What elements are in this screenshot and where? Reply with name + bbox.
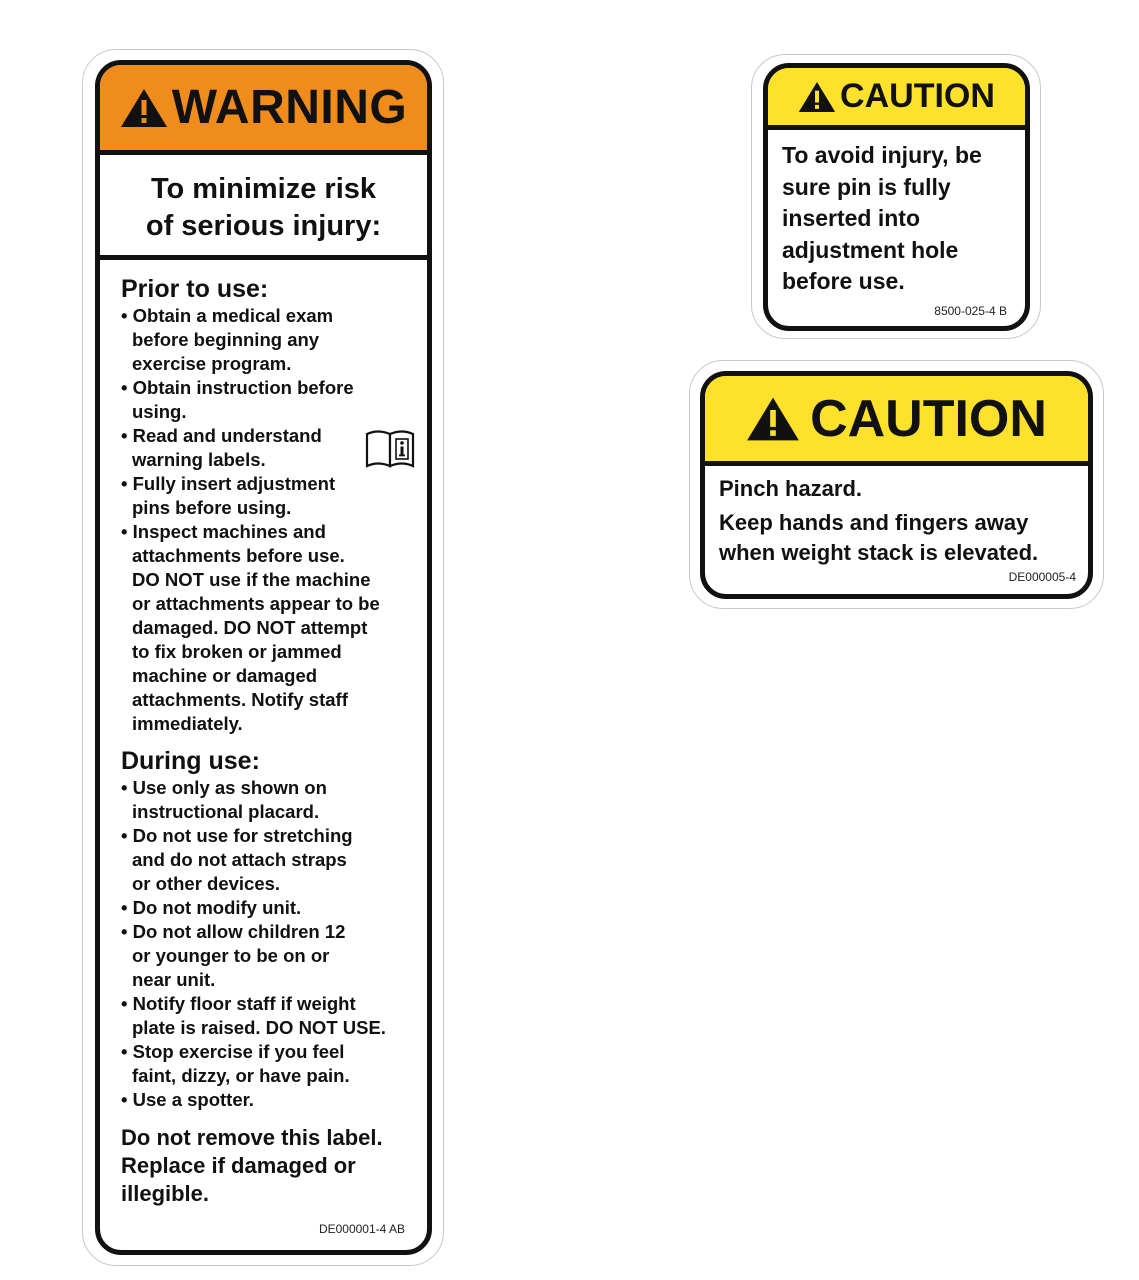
warning-footer-note: Do not remove this label. Replace if damaged or illegible.	[121, 1125, 383, 1206]
list-item: • Inspect machines and attachments before use. DO NOT use if the machine or attachments appear to be damaged. DO NOT attempt to fix broken or jammed machine or damaged attachments. Notify staff immediately.	[121, 520, 427, 736]
list-item: • Stop exercise if you feel faint, dizzy, or have pain.	[121, 1040, 427, 1088]
warning-triangle-icon	[746, 396, 800, 442]
warning-subtitle-text: To minimize risk of serious injury:	[145, 173, 382, 242]
caution-pinch-line1: Pinch hazard.	[719, 476, 863, 501]
list-item: • Read and understand warning labels.	[121, 424, 427, 472]
caution-pin-header	[768, 68, 1025, 130]
warning-subtitle	[100, 155, 427, 260]
caution-pin-label	[763, 63, 1030, 331]
during-use-title: During use:	[121, 747, 260, 775]
manual-info-icon	[365, 428, 415, 468]
warning-body	[100, 260, 427, 1208]
prior-to-use-list	[121, 304, 427, 736]
caution-pinch-code: DE000005-4	[1008, 570, 1076, 584]
caution-pinch-signal-word: CAUTION	[810, 389, 1047, 448]
warning-label	[95, 60, 432, 1255]
warning-triangle-icon	[798, 81, 836, 113]
warning-header	[100, 65, 427, 155]
list-item: • Obtain instruction before using.	[121, 376, 427, 424]
caution-pin-code: 8500-025-4 B	[934, 304, 1007, 318]
caution-pin-text: To avoid injury, be sure pin is fully inserted into adjustment hole before use.	[782, 142, 982, 294]
during-use-list	[121, 776, 427, 1112]
list-item: • Do not use for stretching and do not attach straps or other devices.	[121, 824, 427, 896]
caution-pinch-label	[700, 371, 1093, 599]
list-item: • Use only as shown on instructional placard.	[121, 776, 427, 824]
list-item: • Use a spotter.	[121, 1088, 427, 1112]
list-item: • Do not allow children 12 or younger to be on or near unit.	[121, 920, 427, 992]
warning-label-code: DE000001-4 AB	[318, 1222, 405, 1236]
list-item: • Notify floor staff if weight plate is raised. DO NOT USE.	[121, 992, 427, 1040]
list-item: • Obtain a medical exam before beginning any exercise program.	[121, 304, 427, 376]
caution-pin-signal-word: CAUTION	[840, 77, 995, 115]
list-item: • Do not modify unit.	[121, 896, 427, 920]
warning-triangle-icon	[120, 88, 168, 128]
prior-to-use-title: Prior to use:	[121, 275, 269, 303]
caution-pinch-line2: Keep hands and fingers away when weight stack is elevated.	[719, 510, 1039, 565]
list-item: • Fully insert adjustment pins before using.	[121, 472, 427, 520]
warning-signal-word: WARNING	[171, 81, 408, 134]
caution-pinch-header	[705, 376, 1088, 466]
